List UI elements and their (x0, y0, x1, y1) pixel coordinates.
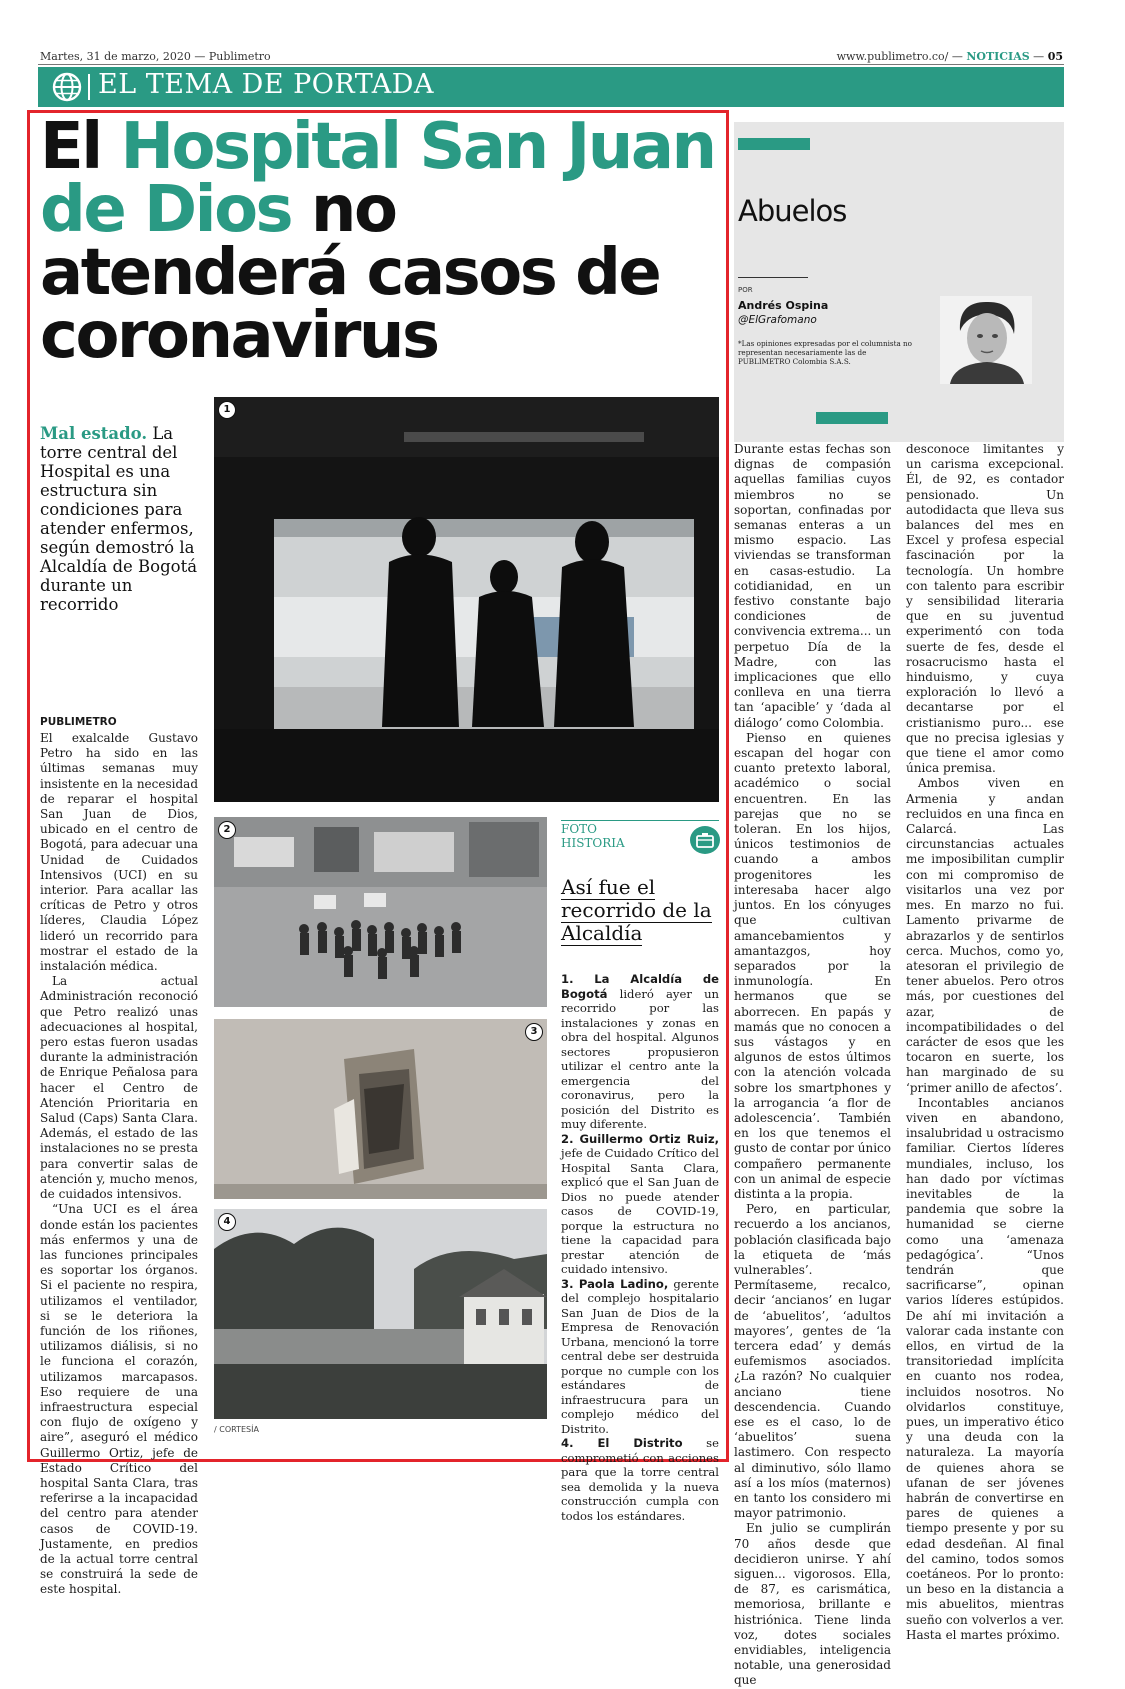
column-disclaimer: *Las opiniones expresadas por el columnista no representan necesariamente las de PUBLIMETRO Colombia S.A.S. (738, 339, 913, 366)
photo-number: 2 (218, 821, 236, 839)
author-portrait (940, 296, 1032, 384)
column-rule (738, 277, 808, 278)
article-body (40, 731, 198, 1598)
publication-date: Martes, 31 de marzo, 2020 — Publimetro (40, 50, 271, 63)
column-paragraph: Pero, en particular, recuerdo a los ancianos, población clasificada bajo la etiqueta de ‘más vulnerables’. Permítaseme, recalco, decir ‘ancianos’ en lugar de ‘abuelitos’, ‘adultos mayores’, gentes de ‘la tercera edad’ y demás eufemismos asociados. ¿La razón? No cualquier anciano tiene descendencia. Cuando ese es el caso, lo de ‘abuelitos’ suena lastimero. Con respecto al diminutivo, sólo llamo así a los míos (maternos) en tanto los considero mi mayor patrimonio. (734, 1202, 891, 1521)
accent-bar (816, 412, 888, 424)
headline-part: no atenderá casos de coronavirus (40, 173, 660, 373)
page-number: 05 (1047, 50, 1063, 63)
foto-historia-item (561, 972, 719, 1132)
foto-historia-title-text: Así fue el recorrido de la Alcaldía (561, 875, 712, 945)
column-por: POR (738, 286, 753, 294)
column-paragraph: Pienso en quienes escapan del hogar con cuanto pretexto laboral, académico o social encuentren. En las parejas que no se toleran. En los hijos, únicos testimonios de cuando a ambos progenitores les interesaba hacer algo juntos. En los cónyuges que cultivan amancebamientos y amantazgos, hoy separados por la inmunología. En hermanos que se aborrecen. En papás y mamás que no conocen a sus vástagos y en algunos de estos últimos con la atención volcada sobre los smartphones y la arrogancia ‘a flor de adolescencia’. También en los que tenemos el gusto de contar por único compañero permanente con un animal de especie distinta a la propia. (734, 730, 891, 1201)
foto-historia-label-line: FOTO (561, 822, 598, 836)
item-lead: 3. Paola Ladino, (561, 1276, 669, 1291)
item-text: jefe de Cuidado Crítico del Hospital Santa Clara, explicó que el San Juan de Dios no puede atender casos de COVID-19, porque la estructura no tiene la capacidad para prestar atención de cuidado intensivo. (561, 1146, 719, 1276)
column-paragraph: En julio se cumplirán 70 años desde que decidieron unirse. Y ahí siguen... vigorosos. Ella, de 87, es carismática, memoriosa, brillante e histriónica. Tiene linda voz, dotes sociales envidiables, inteligencia notable, una generosidad que (734, 1521, 891, 1688)
photo-4[interactable] (214, 1209, 547, 1419)
header-dash: — (1029, 50, 1048, 63)
item-lead: 2. Guillermo Ortiz Ruiz, (561, 1131, 719, 1146)
foto-historia-item (561, 1132, 719, 1277)
column-header-panel (734, 122, 1064, 442)
foto-historia-list (561, 972, 719, 1523)
column-paragraph: Incontables ancianos viven en abandono, insalubridad u ostracismo familiar. Ciertos líderes mundiales, incluso, los han dado por víctimas inevitables de la pandemia que sobre la humanidad se cierne como una ‘amenaza pedagógica’. “Unos tendrán que sacrificarse”, opinan varios líderes estúpidos. De ahí mi invitación a valorar cada instante con ellos, en virtud de la transitoriedad implícita en cuanto nos rodea, incluidos nosotros. No olvidarlos constituye, pues, un imperativo ético y una deuda con la naturaleza. La mayoría de quienes ahora se ufanan de ser jóvenes habrán de convertirse en pares de quienes a tiempo presente y por su edad desdeñan. Al final del camino, todos somos coetáneos. Por lo pronto: un beso en la distancia a mis abuelitos, mientras sueño con volverlos a ver. Hasta el martes próximo. (906, 1095, 1064, 1642)
dek-kicker: Mal estado. (40, 424, 148, 443)
column-body-left (734, 442, 891, 1689)
article-paragraph: La actual Administración reconoció que Petro realizó unas adecuaciones al hospital, pero estas fueron usadas durante la administración de Enrique Peñalosa para hacer el Centro de Atención Prioritaria en Salud (Caps) Santa Clara. Además, el estado de las instalaciones no se presta para convertir salas de atención y, mucho menos, de cuidados intensivos. (40, 974, 198, 1202)
banner-separator (88, 74, 90, 100)
photo-number: 4 (218, 1213, 236, 1231)
section-title: EL TEMA DE PORTADA (98, 69, 434, 100)
dek-text: La torre central del Hospital es una estructura sin condiciones para atender enfermos, según demostró la Alcaldía de Bogotá durante un recorrido (40, 424, 198, 614)
photo-credit: / CORTESÍA (214, 1425, 259, 1434)
column-handle[interactable]: @ElGrafomano (738, 314, 817, 326)
photo-2[interactable] (214, 817, 547, 1007)
photo-1-image (214, 397, 719, 802)
photo-3[interactable] (214, 1019, 547, 1199)
column-body-right (906, 442, 1064, 1643)
item-text: gerente del complejo hospitalario San Juan de Dios de la Empresa de Renovación Urbana, mencionó la torre central debe ser destruida porque no cumple con los estándares de infraestrucura para un complejo médico del Distrito. (561, 1276, 719, 1436)
camera-icon (690, 826, 720, 854)
item-text: se comprometió con acciones para que la torre central sea demolida y la nueva construcción cumpla con todos los estándares. (561, 1436, 719, 1523)
foto-historia-item (561, 1436, 719, 1523)
foto-historia-item (561, 1277, 719, 1437)
section-banner (38, 67, 1064, 107)
foto-historia-rule (561, 820, 719, 821)
site-url[interactable]: www.publimetro.co/ (836, 50, 949, 63)
foto-historia-label-line: HISTORIA (561, 836, 625, 850)
column-paragraph: Ambos viven en Armenia y andan recluidos en una finca en Calarcá. Las circunstancias actuales me imposibilitan cumplir con mi compromiso de visitarlos una vez por mes. En marzo no fui. Lamento privarme de abrazarlos y de sentirlos cerca. Muchos, como yo, atesoran el privilegio de tener abuelos. Pero otros más, por cuestiones del azar, de incompatibilidades o del carácter de esos que les tocaron en suerte, los han marginado de su ‘primer anillo de afectos’. (906, 776, 1064, 1095)
headline-part: El (40, 110, 121, 184)
article-paragraph: El exalcalde Gustavo Petro ha sido en las últimas semanas muy insistente en la necesidad de reparar el hospital San Juan de Dios, ubicado en el centro de Bogotá, para adecuar una Unidad de Cuidados Intensivos (UCI) en su interior. Para acallar las críticas de Petro y otros líderes, Claudia López lideró un recorrido para mostrar el estado de la instalación médica. (40, 731, 198, 974)
column-paragraph: desconoce limitantes y un carisma excepcional. Él, de 92, es contador pensionado. Un autodidacta que lleva sus balances del mes en Excel y profesa especial fascinación por la tecnología. Un hombre con talento para escribir y sensibilidad literaria que en su juventud experimentó con toda suerte de fes, desde el rosacrucismo hasta el hinduismo, y cuya exploración lo llevó a decantarse por el cristianismo puro... ese que no precisa iglesias y que tiene el amor como única premisa. (906, 442, 1064, 776)
column-author: Andrés Ospina (738, 299, 829, 312)
foto-historia-label (561, 822, 625, 850)
column-title: Abuelos (738, 194, 847, 228)
article-paragraph: “Una UCI es el área donde están los pacientes más enfermos y una de las funciones principales es soportar los órganos. Si el paciente no respira, utilizamos el ventilador, si se le deteriora la función de los riñones, utilizamos diálisis, si no le funciona el corazón, utilizamos marcapasos. Eso requiere de una infraestructura especial con flujo de oxígeno y aire”, aseguró el médico Guillermo Ortiz, jefe de Estado Crítico del hospital Santa Clara, tras referirse a la incapacidad del centro para atender casos de COVID-19. Justamente, en predios de la actual torre central se construirá la sede de este hospital. (40, 1202, 198, 1597)
photo-3-image (214, 1019, 547, 1199)
header-dash: — (948, 50, 967, 63)
photo-number: 3 (525, 1023, 543, 1041)
headline-highlight: Hospital San Juan de Dios (40, 110, 715, 247)
photo-1[interactable] (214, 397, 719, 802)
page-header-right (837, 50, 1063, 63)
item-lead: 1. La Alcaldía de Bogotá (561, 972, 719, 1001)
photo-2-image (214, 817, 547, 1007)
accent-bar (738, 138, 810, 150)
globe-icon (52, 72, 82, 102)
photo-4-image (214, 1209, 547, 1419)
dek (40, 424, 200, 614)
column-paragraph: Durante estas fechas son dignas de compasión aquellas familias cuyos miembros no se soportan, confinadas por semanas enteras a un mismo espacio. Las viviendas se transforman en casas-estudio. La cotidianidad, en un festivo constante bajo condiciones de convivencia extrema... un perpetuo Día de la Madre, con las implicaciones que ello conlleva en una tierra tan ‘apacible’ y ‘dada al diálogo’ como Colombia. (734, 442, 891, 730)
foto-historia-title (561, 876, 721, 945)
section-name: NOTICIAS (966, 50, 1030, 63)
byline: PUBLIMETRO (40, 716, 117, 728)
header-rule (38, 64, 1064, 65)
headline (40, 110, 720, 373)
photo-number: 1 (218, 401, 236, 419)
item-text: lideró ayer un recorrido por las instalaciones y zonas en obra del hospital. Algunos sectores propusieron utilizar el centro ante la emergencia del coronavirus, pero la posición del Distrito es muy diferente. (561, 986, 719, 1131)
item-lead: 4. El Distrito (561, 1436, 683, 1450)
